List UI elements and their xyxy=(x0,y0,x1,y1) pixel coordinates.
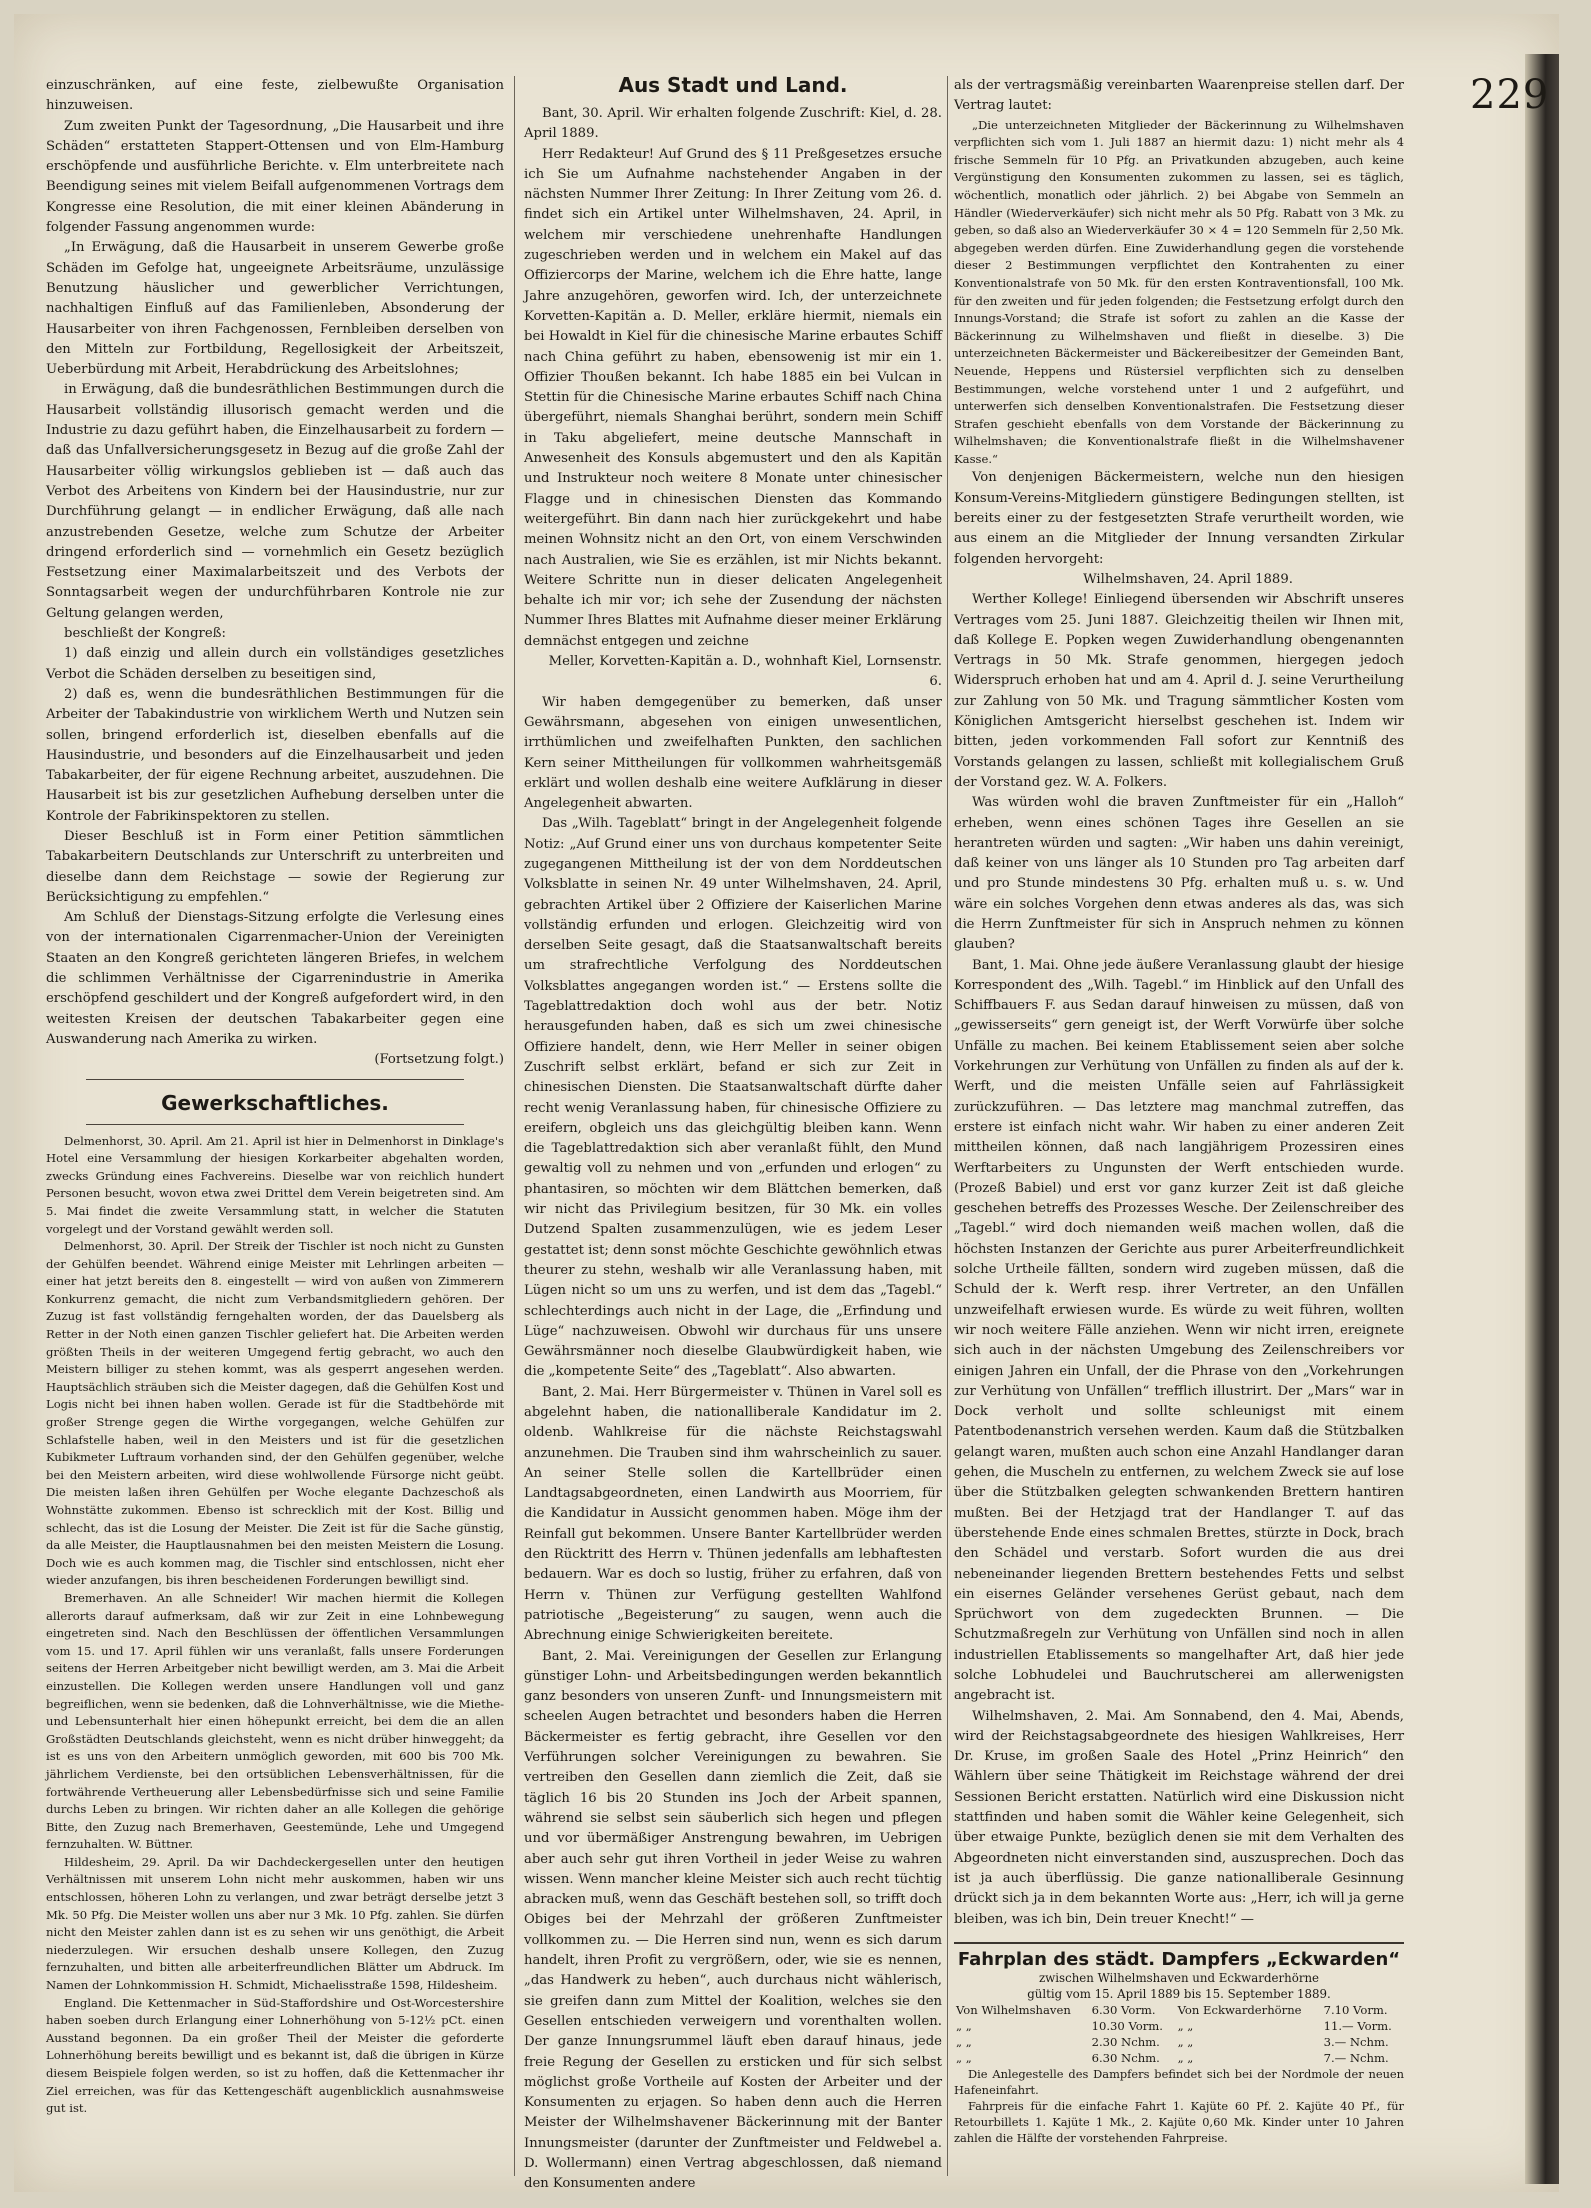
to-label: „ „ xyxy=(1177,2035,1194,2050)
dateline: Wilhelmshaven, 24. April 1889. xyxy=(1083,571,1293,587)
timetable-note: Die Anlegestelle des Dampfers befindet sich bei der Nordmole der neuen Hafeneinfahrt. xyxy=(954,2067,1404,2098)
table-row xyxy=(954,2050,1404,2066)
to-time: 3.— Nchm. xyxy=(1323,2035,1389,2050)
letter-body: Herr Redakteur! Auf Grund des § 11 Preßgesetzes ersuche ich Sie um Aufnahme nachstehender Angaben in der nächsten Nummer Ihrer Zeitung: In Ihrer Zeitung vom 26. d. findet sich ein Artikel unter Wilhelmshaven, 24. April, in welchem mir verschiedene unehrenhafte Handlungen zugeschrieben werden und in welchem ein Makel auf das Offiziercorps der Marine, welchem ich die Ehre hatte, lange Jahre anzugehören, geworfen wird. Ich, der unterzeichnete Korvetten-Kapitän a. D. Meller, erkläre hiermit, niemals ein bei Howaldt in Kiel für die chinesische Marine erbautes Schiff nach China geführt zu haben, ebensowenig ist mir ein 1. Offizier Thoußen bekannt. Ich habe 1885 ein bei Vulcan in Stettin für die Chinesische Marine erbautes Schiff nach China übergeführt, niemals Shanghai berührt, sondern mein Schiff in Taku abgeliefert, meine deutsche Mannschaft in Anwesenheit des Konsuls abgemustert und den als Kapitän und Instrukteur noch weitere 8 Monate unter chinesischer Flagge und in chinesischen Diensten das Kommando weitergeführt. Bin dann nach hier zurückgekehrt und habe meinen Wohnsitz nicht an den Ort, von einem Verschwinden nach Australien, wie Sie es erzählen, ist mir Nichts bekannt. Weitere Schritte nun in dieser delicaten Angelegenheit behalte ich mir vor; ich sehe der Zusendung der nächsten Nummer Ihres Blattes mit Aufnahme dieser meiner Erklärung demnächst entgegen und zeichne xyxy=(524,146,942,649)
to-label: Von Eckwarderhörne xyxy=(1177,2003,1302,2018)
table-row xyxy=(954,2018,1404,2034)
timetable-table xyxy=(954,2002,1404,2066)
timetable-title: Fahrplan des städt. Dampfers „Eckwarden“ xyxy=(957,1948,1401,1970)
section-heading-gewerkschaftliches: Gewerkschaftliches. xyxy=(161,1090,389,1115)
timetable-validity: gültig vom 15. April 1889 bis 15. September 1889. xyxy=(1027,1987,1331,2002)
ferry-timetable xyxy=(954,1942,1404,2146)
column-rule xyxy=(514,76,515,2176)
column-right xyxy=(954,76,1404,2146)
table-row xyxy=(954,2034,1404,2050)
section-heading-aus-stadt-und-land: Aus Stadt und Land. xyxy=(618,73,848,97)
paragraph: Was würden wohl die braven Zunftmeister für ein „Halloh“ erheben, wenn eines schönen Tages ihre Gesellen an sie herantreten würden und sagten: „Wir haben uns dahin vereinigt, daß keiner von uns länger als 10 Stunden pro Tag arbeiten darf und pro Stunde mindestens 30 Pfg. erhalten muß u. s. w. Und wäre ein solches Vorgehen denn etwas anderes als das, was sich die Herrn Zunftmeister für sich in Anspruch nehmen zu können glauben? xyxy=(954,795,1404,953)
from-label: „ „ xyxy=(956,2035,972,2050)
paragraph: Bant, 2. Mai. Herr Bürgermeister v. Thünen in Varel soll es abgelehnt haben, die nationalliberale Kandidatur im 2. oldenb. Wahlkreise für die nächste Reichstagswahl anzunehmen. Die Trauben sind ihm wahrscheinlich zu sauer. An seiner Stelle sollen die Kartellbrüder einen Landtagsabgeordneten, einen Landwirth aus Moorriem, für die Kandidatur in Aussicht genommen haben. Möge ihm der Reinfall gut bekommen. Unsere Banter Kartellbrüder werden den Rücktritt des Herrn v. Thünen jedenfalls am lebhaftesten bedauern. War es doch so lustig, früher zu erfahren, daß von Herrn v. Thünen zur Verfügung gestellten Wahlfond patriotische „Begeisterung“ zu saugen, wenn auch die Abrechnung einige Schwierigkeiten bereitete. xyxy=(524,1384,942,1644)
from-time: 2.30 Nchm. xyxy=(1091,2035,1160,2050)
to-time: 7.— Nchm. xyxy=(1323,2051,1389,2066)
page-number: 229 xyxy=(1470,72,1550,118)
paragraph: Am Schluß der Dienstags-Sitzung erfolgte die Verlesung eines von der internationalen Cigarrenmacher-Union der Vereinigten Staaten an den Kongreß gerichteten längeren Briefes, in welchem die schlimmen Verhältnisse der Cigarrenindustrie in Amerika erschöpfend geschildert und der Kongreß aufgefordert wird, in den weitesten Kreisen der deutschen Tabakarbeiter gegen eine Auswanderung nach Amerika zu wirken. xyxy=(46,910,504,1047)
news-item: England. Die Kettenmacher in Süd-Staffordshire und Ost-Worcestershire haben soeben durch Erlangung einer Lohnerhöhung von 5-12½ pCt. einen Ausstand begonnen. Da ein großer Theil der Meister die geforderte Lohnerhöhung bereits bewilligt und es bekannt ist, daß die übrigen in Kürze diesem Beispiele folgen werden, so ist zu hoffen, daß die Kettenmacher ihr Ziel erreichen, was für das Kettengeschäft augenblicklich ausnahmsweise gut ist. xyxy=(46,1995,504,2116)
resolution-point: 2) daß es, wenn die bundesräthlichen Bestimmungen für die Arbeiter der Tabakindustrie von wirklichem Werth und Nutzen sein sollen, bringend erforderlich ist, dieselben ebenfalls auf die Hausindustrie, und besonders auf die Einzelhausarbeit und jeden Tabakarbeiter, der für eigene Rechnung arbeitet, auszudehnen. Die Hausarbeit ist bis zur gesetzlichen Aufhebung derselben unter die Kontrole der Fabrikinspektoren zu stellen. xyxy=(46,686,504,824)
paragraph: Dieser Beschluß ist in Form einer Petition sämmtlichen Tabakarbeitern Deutschlands zur Unterschrift zu unterbreiten und dieselbe dann dem Reichstage — sowie der Regierung zur Berücksichtigung zu empfehlen.“ xyxy=(46,828,504,905)
paragraph: Zum zweiten Punkt der Tagesordnung, „Die Hausarbeit und ihre Schäden“ erstatteten Stappert-Ottensen und von Elm-Hamburg erschöpfende und ausführliche Berichte. v. Elm unterbreitete nach Beendigung seines mit vielem Beifall aufgenommenen Vortrags dem Kongresse eine Resolution, die mit einer kleinen Abänderung in folgender Fassung angenommen wurde: xyxy=(46,118,504,236)
paragraph: „In Erwägung, daß die Hausarbeit in unserem Gewerbe große Schäden im Gefolge hat, ungeeignete Arbeitsräume, unzulässige Benutzung häuslicher und gewerblicher Verrichtungen, nachhaltigen Einfluß auf das Familienleben, Absonderung der Hausarbeiter von ihren Fachgenossen, Fernbleiben derselben von den Mitteln zur Fortbildung, Regellosigkeit der Arbeitszeit, Ueberbürdung mit Arbeit, Herabdrückung des Arbeitslohnes; xyxy=(46,240,504,378)
paragraph: Bant, 30. April. Wir erhalten folgende Zuschrift: Kiel, d. 28. April 1889. xyxy=(524,106,942,142)
paragraph: Von denjenigen Bäckermeistern, welche nun den hiesigen Konsum-Vereins-Mitgliedern günstigere Bedingungen stellten, ist bereits einer zu der festgesetzten Strafe verurtheilt worden, wie aus einem an die Mitglieder der Innung versandten Zirkular folgenden hervorgeht: xyxy=(954,470,1404,567)
from-label: Von Wilhelmshaven xyxy=(956,2003,1071,2018)
from-label: „ „ xyxy=(956,2051,972,2066)
to-label: „ „ xyxy=(1177,2019,1194,2034)
from-time: 6.30 Nchm. xyxy=(1091,2051,1160,2066)
fare-note: Fahrpreis für die einfache Fahrt 1. Kajüte 60 Pf. 2. Kajüte 40 Pf., für Retourbillets 1. Kajüte 1 Mk., 2. Kajüte 0,60 Mk. Kinder unter 10 Jahren zahlen die Hälfte der vorstehenden Fahrpreise. xyxy=(954,2099,1404,2146)
from-time: 10.30 Vorm. xyxy=(1091,2019,1163,2034)
news-item: Delmenhorst, 30. April. Am 21. April ist hier in Delmenhorst in Dinklage's Hotel eine Versammlung der hiesigen Korkarbeiter abgehalten worden, zwecks Gründung eines Fachvereins. Dieselbe war von reichlich hundert Personen besucht, wovon etwa zwei Drittel dem Verein beigetreten sind. Am 5. Mai findet die zweite Versammlung statt, in welcher die Statuten vorgelegt und der Vorstand gewählt werden soll. xyxy=(46,1133,504,1236)
from-time: 6.30 Vorm. xyxy=(1091,2003,1156,2018)
news-item: Delmenhorst, 30. April. Der Streik der Tischler ist noch nicht zu Gunsten der Gehülfen beendet. Während einige Meister mit Lehrlingen arbeiten — einer hat jetzt bereits den 8. eingestellt — wird von außen von Zimmerern Konkurrenz gemacht, die nicht zum Verbandsmitgliedern gehören. Der Zuzug ist fast vollständig ferngehalten worden, der das Dauelsberg als Retter in der Noth einen ganzen Tischler geliefert hat. Die Arbeiten werden größten Theils in der weiteren Umgegend fertig gebracht, wo auch den Meistern billiger zu stehen kommt, was als gesperrt angesehen werden. Hauptsächlich sträuben sich die Meister dagegen, daß die Gehülfen Kost und Logis nicht bei ihnen haben wollen. Gerade ist für die Stadtbehörde mit großer Strenge gegen die Wirthe vorgegangen, welche Gehülfen zur Schlafstelle haben, weil in den Meisters und ist für die gesetzlichen Kubikmeter Luftraum vorhanden sind, der den Gehülfen gegenüber, welche bei den Meistern arbeiten, wird diese wohlwollende Fürsorge nicht geübt. Die meisten laßen ihren Gehülfen per Woche elegante Dachzeschoß als Wohnstätte zukommen. Ebenso ist schrecklich mit der Kost. Billig und schlecht, das ist die Losung der Meister. Die Zeit ist für die Sache günstig, da alle Meister, die Hauptlausnahmen bei den meisten Meistern die Losung. Doch wie es auch kommen mag, die Tischler sind entschlossen, nicht eher wieder anzufangen, bis ihren bescheidenen Forderungen bewilligt sind. xyxy=(46,1239,504,1588)
column-middle xyxy=(524,73,942,2195)
news-item: Hildesheim, 29. April. Da wir Dachdeckergesellen unter den heutigen Verhältnissen mit unserem Lohn nicht mehr auskommen, haben wir uns entschlossen, höheren Lohn zu verlangen, und zwar beträgt derselbe jetzt 3 Mk. 50 Pfg. Die Meister wollen uns aber nur 3 Mk. 10 Pfg. zahlen. Sie dürfen nicht den Meister zahlen dann ist es zu sehen wir uns genöthigt, die Arbeit niederzulegen. Wir ersuchen deshalb unsere Kollegen, den Zuzug fernzuhalten, und bitten alle arbeiterfreundlichen Blätter um Abdruck. Im Namen der Lohnkommission H. Schmidt, Michaelisstraße 1598, Hildesheim. xyxy=(46,1854,504,1993)
paragraph: Wilhelmshaven, 2. Mai. Am Sonnabend, den 4. Mai, Abends, wird der Reichstagsabgeordnete des hiesigen Wahlkreises, Herr Dr. Kruse, im großen Saale des Hotel „Prinz Heinrich“ den Wählern über seine Thätigkeit im Reichstage während der drei Sessionen Bericht erstatten. Natürlich wird eine Diskussion nicht stattfinden und haben somit die Wähler keine Gelegenheit, sich über etwaige Punkte, bezüglich denen sie mit dem Verhalten des Abgeordneten nicht einverstanden sind, auszusprechen. Doch das ist ja auch überflüssig. Die ganze nationalliberale Gesinnung drückt sich ja in dem bekannten Worte aus: „Herr, ich will ja gerne bleiben, was ich bin, Dein treuer Knecht!“ — xyxy=(954,1708,1404,1927)
news-item: Bremerhaven. An alle Schneider! Wir machen hiermit die Kollegen allerorts darauf aufmerksam, daß wir zur Zeit in eine Lohnbewegung eingetreten sind. Nach den Beschlüssen der öffentlichen Versammlungen vom 15. und 17. April fühlen wir uns veranlaßt, falls unsere Forderungen seitens der Herren Arbeitgeber nicht bewilligt werden, am 3. Mai die Arbeit einzustellen. Die Kollegen werden unsere Handlungen voll und ganz begreiflichen, wenn sie bedenken, daß die Lohnverhältnisse, wie die Miethe- und Lebensunterhalt hier einen höhepunkt erreicht, bei dem die an allen Großstädten Deutschlands gleichsteht, wenn es nicht drüber hinweggeht; da ist es uns von den Arbeitern unmöglich geworden, mit 600 bis 700 Mk. jährlichem Verdienste, bei den ortsüblichen Lebensverhältnissen, für die fortwährende Vertheuerung aller Lebensbedürfnisse sich und seine Familie durchs Leben zu bringen. Wir richten daher an alle Kollegen die gehörige Bitte, den Zuzug nach Bremerhaven, Geestemünde, Lehe und Umgegend fernzuhalten. W. Büttner. xyxy=(46,1590,504,1852)
paragraph: einzuschränken, auf eine feste, zielbewußte Organisation hinzuweisen. xyxy=(46,78,504,114)
paragraph: Das „Wilh. Tageblatt“ bringt in der Angelegenheit folgende Notiz: „Auf Grund einer uns von durchaus kompetenter Seite zugegangenen Mittheilung ist der von dem Norddeutschen Volksblatte in seinen Nr. 49 unter Wilhelmshaven, 24. April, gebrachten Artikel über 2 Offiziere der Kaiserlichen Marine vollständig erfunden und erlogen. Gleichzeitig wird von derselben Seite gesagt, daß die Staatsanwaltschaft bereits um strafrechtliche Verfolgung des Norddeutschen Volksblattes angegangen worden ist.“ — Erstens sollte die Tageblattredaktion doch wohl aus der betr. Notiz herausgefunden haben, daß es sich um zwei chinesische Offiziere handelt, denn, wie Herr Meller in seiner obigen Zuschrift selbst erklärt, befand er sich zur Zeit in chinesischen Diensten. Die Staatsanwaltschaft dürfte daher recht wenig Veranlassung haben, für chinesische Offiziere zu ereifern, obgleich uns das gleichgültig bleiben kann. Wenn die Tageblattredaktion sich aber veranlaßt fühlt, den Mund gewaltig voll zu nehmen und von „erfunden und erlogen“ zu phantasiren, so möchten wir dem Blättchen bemerken, daß wir nicht das Privilegium besitzen, für 30 Mk. ein volles Dutzend Spalten zusammenzulügen, wie es jedem Leser gestattet ist; denn sonst möchte Geschichte gewöhnlich etwas theurer zu stehn, weshalb wir alle Veranlassung haben, mit Lügen nicht so um uns zu werfen, und ist dem das „Tagebl.“ schlechterdings auch nicht in der Lage, die „Erfindung und Lüge“ nachzuweisen. Obwohl wir durchaus für uns unsere Gewährsmänner noch dieselbe Glaubwürdigkeit haben, wie die „kompetente Seite“ des „Tageblatt“. Also abwarten. xyxy=(524,816,942,1380)
to-time: 7.10 Vorm. xyxy=(1323,2003,1388,2018)
to-label: „ „ xyxy=(1177,2051,1194,2066)
paragraph: in Erwägung, daß die bundesräthlichen Bestimmungen durch die Hausarbeit vollständig illusorisch gemacht werden und die Industrie zu dazu geführt haben, die Einzelhausarbeit zu fordern — daß das Unfallversicherungsgesetz in Bezug auf die große Zahl der Hausarbeiter völlig wirkungslos geblieben ist — daß auch das Verbot des Arbeitens von Kindern bei der Hausindustrie, nur zur Durchführung gelangt — in endlicher Erwägung, daß alle nach anzustrebenden Gesetze, welche zum Schutze der Arbeiter dringend erforderlich sind — vornehmlich ein Gesetz bezüglich Festsetzung einer Maximalarbeitszeit und des Verbots der Sonntagsarbeit wegen der undurchführbaren Kontrole nie zur Geltung gelangen werden, xyxy=(46,382,504,621)
paragraph: Werther Kollege! Einliegend übersenden wir Abschrift unseres Vertrages vom 25. Juni 1887. Gleichzeitig theilen wir Ihnen mit, daß Kollege E. Popken wegen Zuwiderhandlung obengenannten Vertrags in 50 Mk. Strafe genommen, hiergegen jedoch Widerspruch erhoben hat und am 4. April d. J. seine Verurtheilung zur Zahlung von 50 Mk. und Tragung sämmtlicher Kosten vom Königlichen Amtsgericht hierselbst geschehen ist. Indem wir bitten, jeden vorkommenden Fall sofort zur Kenntniß des Vorstands gelangen zu lassen, schließt mit kollegialischem Gruß der Vorstand gez. W. A. Folkers. xyxy=(954,592,1404,790)
column-rule xyxy=(947,76,948,2176)
paragraph: als der vertragsmäßig vereinbarten Waarenpreise stellen darf. Der Vertrag lautet: xyxy=(954,78,1404,114)
resolution-point: 1) daß einzig und allein durch ein vollständiges gesetzliches Verbot die Schäden derselben zu beseitigen sind, xyxy=(46,646,504,682)
paragraph: Wir haben demgegenüber zu bemerken, daß unser Gewährsmann, abgesehen von einigen unwesentlichen, irrthümlichen und zweifelhaften Punkten, den sachlichen Kern seiner Mittheilungen für vollkommen wahrheitsgemäß erklärt und wollen deshalb eine weitere Aufklärung in dieser Angelegenheit abwarten. xyxy=(524,694,942,812)
letter-signature: Meller, Korvetten-Kapitän a. D., wohnhaft Kiel, Lornsenstr. 6. xyxy=(548,654,942,690)
divider xyxy=(86,1079,464,1080)
table-row xyxy=(954,2002,1404,2018)
contract-text: „Die unterzeichneten Mitglieder der Bäckerinnung zu Wilhelmshaven verpflichten sich vom 1. Juli 1887 an hiermit dazu: 1) nicht mehr als 4 frische Semmeln für 10 Pfg. an Privatkunden abzugeben, auch keine Vergünstigung den Konsumenten zukommen zu lassen, sei es täglich, wöchentlich, monatlich oder jährlich. 2) bei Abgabe von Semmeln an Händler (Wiederverkäufer) sich nicht mehr als 50 Pfg. Rabatt von 3 Mk. zu geben, so daß also an Wiederverkäufer 30 × 4 = 120 Semmeln für 2,50 Mk. abgegeben werden dürfen. Eine Zuwiderhandlung gegen die vorstehende dieser 2 Bestimmungen verpflichtet den Kontrahenten zu einer Konventionalstrafe von 50 Mk. für den ersten Kontraventionsfall, 100 Mk. für den zweiten und für jeden folgenden; die Festsetzung erfolgt durch den Innungs-Vorstand; die Strafe ist sofort zu zahlen an die Kasse der Bäckerinnung zu Wilhelmshaven und fließt in dieselbe. 3) Die unterzeichneten Bäckermeister und Bäckereibesitzer der Gemeinden Bant, Neuende, Heppens und Rüstersiel verpflichten sich zu denselben Bestimmungen, welche vorstehend unter 1 und 2 aufgeführt, und unterwerfen sich denselben Konventionalstrafen. Die Festsetzung dieser Strafen geschieht ebenfalls von dem Vorstande der Bäckerinnung zu Wilhelmshaven; die Konventionalstrafe fließt in die Wilhelmshavener Kasse.“ xyxy=(954,117,1404,466)
continuation-note: (Fortsetzung folgt.) xyxy=(374,1052,504,1068)
paragraph: Bant, 2. Mai. Vereinigungen der Gesellen zur Erlangung günstiger Lohn- und Arbeitsbedingungen werden bekanntlich ganz besonders von unseren Zunft- und Innungsmeistern mit scheelen Augen betrachtet und besonders haben die Herren Bäckermeister es fertig gebracht, ihre Gesellen vor den Verführungen solcher Vereinigungen zu bewahren. Sie vertreiben den Gesellen dann ziemlich die Zeit, daß sie täglich 16 bis 20 Stunden ins Joch der Arbeit spannen, während sie selbst sein säuberlich sich hegen und pflegen und vor übermäßiger Anstrengung bewahren, im Uebrigen aber auch sehr gut ihren Vortheil in jeder Weise zu wahren wissen. Wenn mancher kleine Meister sich auch recht tüchtig abracken muß, wenn das Geschäft bestehen soll, so trifft doch Obiges bei der Mehrzahl der größeren Zunftmeister vollkommen zu. — Die Herren sind nun, wenn es sich darum handelt, ihren Profit zu vergrößern, oder, wie sie es nennen, „das Handwerk zu heben“, auch durchaus nicht wählerisch, sie greifen dann zum Mittel der Koalition, welches sie den Gesellen entschieden verweigern und vorenthalten wollen. Der ganze Innungsrummel läuft eben darauf hinaus, jede freie Regung der Gesellen zu ersticken und für sich selbst möglichst große Vortheile auf Kosten der Arbeiter und der Konsumenten zu erjagen. So haben denn auch die Herren Meister der Wilhelmshavener Bäckerinnung mit der Banter Innungsmeister (darunter der Zunftmeister und Feldwebel a. D. Wollermann) einen Vertrag abgeschlossen, daß niemand den Konsumenten andere xyxy=(524,1648,942,2192)
divider xyxy=(86,1124,464,1125)
column-left xyxy=(46,76,504,2118)
newspaper-page xyxy=(14,14,1559,2192)
to-time: 11.— Vorm. xyxy=(1323,2019,1392,2034)
binding-edge xyxy=(1525,54,1559,2184)
from-label: „ „ xyxy=(956,2019,972,2034)
timetable-subtitle: zwischen Wilhelmshaven und Eckwarderhörne xyxy=(1038,1971,1320,1986)
paragraph: beschließt der Kongreß: xyxy=(64,626,226,642)
paragraph: Bant, 1. Mai. Ohne jede äußere Veranlassung glaubt der hiesige Korrespondent des „Wilh. Tagebl.“ im Hinblick auf den Unfall des Schiffbauers F. aus Sedan darauf hinweisen zu müssen, daß von „gewisserseits“ gern geneigt ist, der Werft Vorwürfe über solche Unfälle zu machen. Bei keinem Etablissement seien aber solche Vorkehrungen zur Verhütung von Unfällen zu finden als auf der k. Werft, und die meisten Unfälle seien auf Fahrlässigkeit zurückzuführen. — Das letztere mag manchmal zutreffen, das erstere ist einfach nicht wahr. Wir haben zu einer anderen Zeit mittheilen können, daß nach langjährigem Prozessiren eines Werftarbeiters zu Ungunsten der Werft entschieden wurde. (Prozeß Babiel) und erst vor ganz kurzer Zeit ist daß gleiche geschehen betreffs des Prozesses Wesche. Der Zeilenschreiber des „Tagebl.“ wird doch niemanden weiß machen wollen, daß die höchsten Instanzen der Gerichte aus purer Arbeiterfreundlichkeit solche Urtheile fällten, sondern wird zugeben müssen, daß die Schuld der k. Werft resp. ihrer Vertreter, an den Unfällen unzweifelhaft erwiesen wurde. Es würde zu weit führen, wollten wir noch weitere Fälle anziehen. Wenn wir nicht irren, ereignete sich auch in der nächsten Umgebung des Zeilenschreibers vor einigen Jahren ein Unfall, der die Phrase von den „Vorkehrungen zur Verhütung von Unfällen“ trefflich illustrirt. Der „Mars“ war in Dock verholt und sollte schleunigst mit einem Patentbodenanstrich versehen werden. Kaum daß die Stützbalken gelangt waren, mußten auch schon eine Anzahl Handlanger daran gehen, die Muscheln zu entfernen, zu welchem Zweck sie auf lose über die Stützbalken gelegten schwankenden Brettern hantiren mußten. Bei der Hetzjagd trat der Handlanger T. auf das überstehende Ende eines schmalen Brettes, stürzte in Dock, brach den Schädel und verstarb. Sofort wurden die aus drei nebeneinander liegenden Brettern bestehendes Fetts und selbst ein eisernes Geländer versehenes Gerüst gebaut, nach dem Sprüchwort von dem zugedeckten Brunnen. — Die Schutzmaßregeln zur Verhütung von Unfällen sind noch in allen industriellen Etablissements so mangelhafter Art, daß hier jede solche Lobhudelei und Bauchrutscherei am allerwenigsten angebracht ist. xyxy=(954,957,1404,1704)
